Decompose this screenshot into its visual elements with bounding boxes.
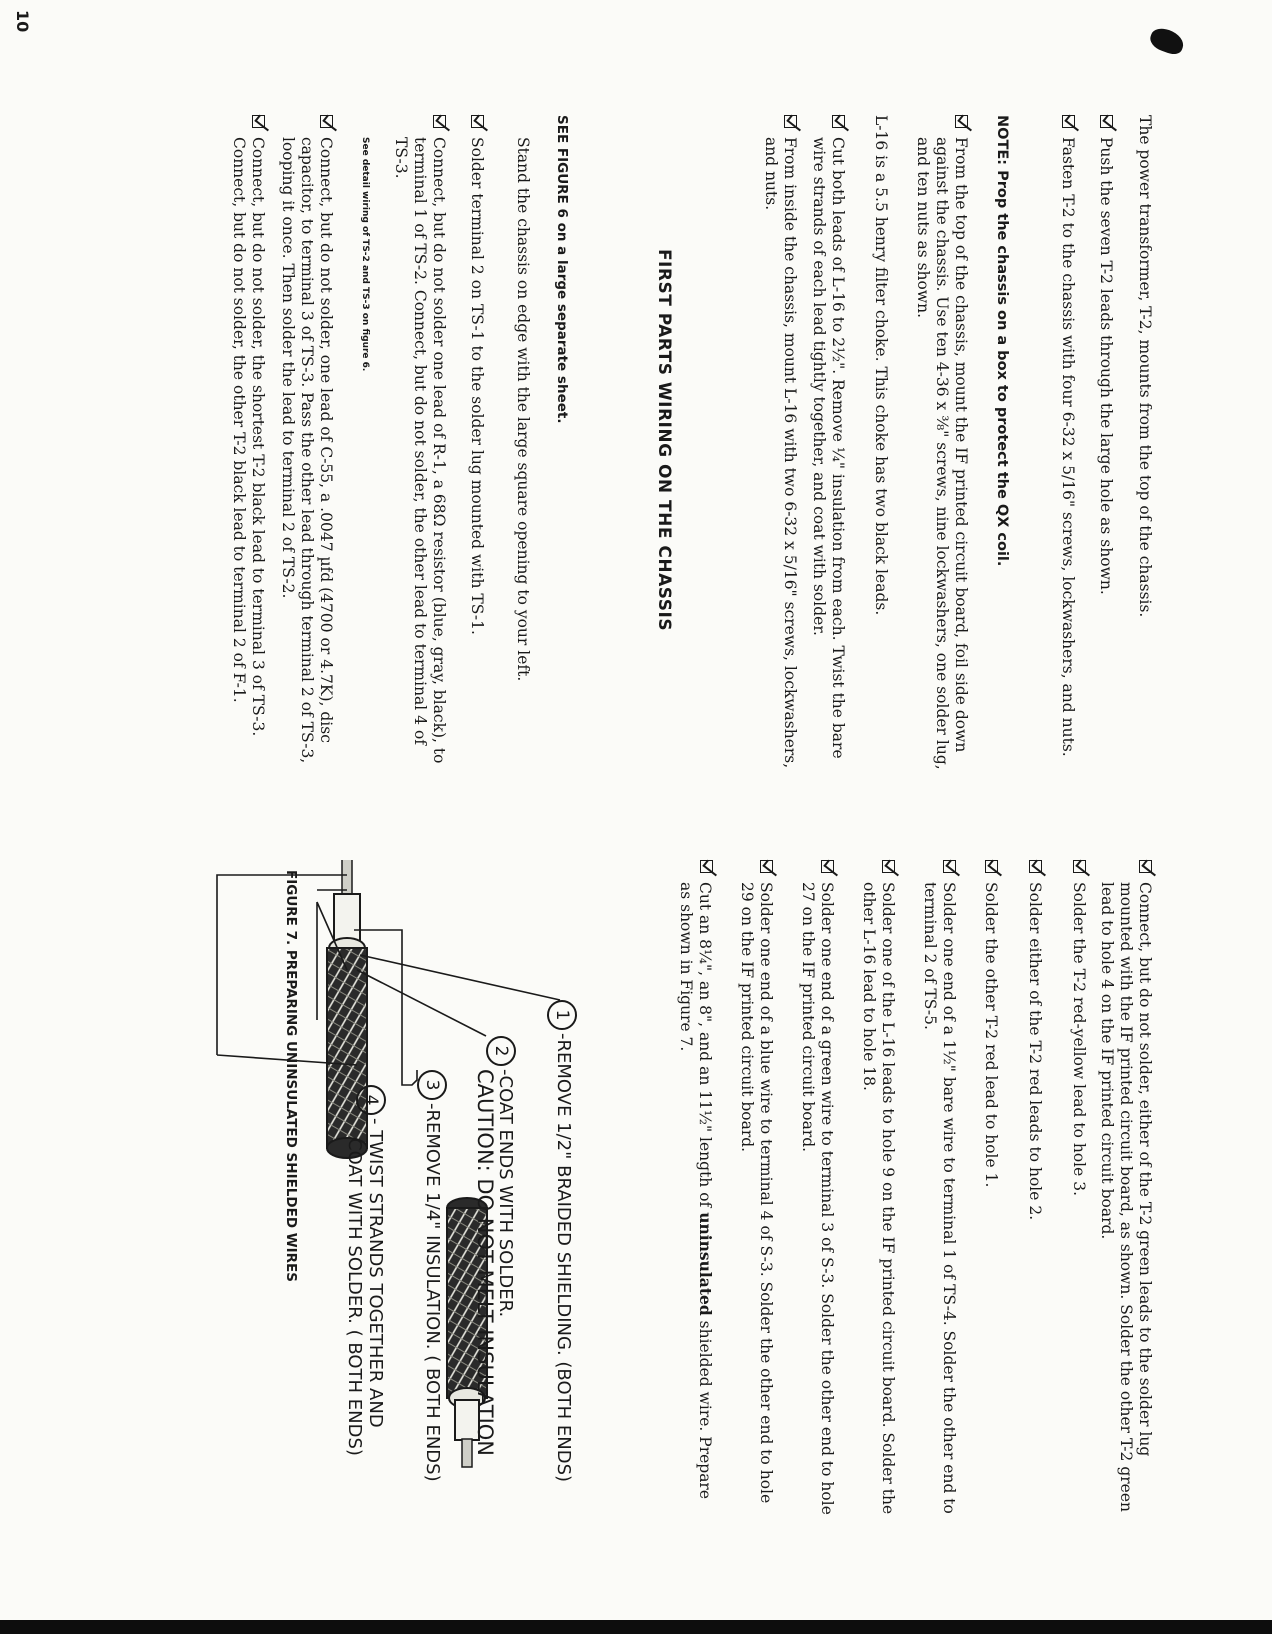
figure-7 xyxy=(12,860,582,1540)
checkbox-icon[interactable] xyxy=(955,115,968,128)
step-red-lead-hole1[interactable]: Solder the other T-2 red lead to hole 1. xyxy=(981,860,1000,1515)
checkbox-icon[interactable] xyxy=(943,860,956,873)
checkbox-icon[interactable] xyxy=(1029,860,1042,873)
step-red-lead-hole2[interactable]: Solder either of the T-2 red leads to hole 2. xyxy=(1025,860,1044,1515)
page-number: 10 xyxy=(13,10,32,33)
step-connect-black-leads[interactable]: Connect, but do not solder, the shortest T-2 black lead to terminal 3 of TS-3. Connect, but do not solder, the other T-2 black lead to terminal 2 of F-1. xyxy=(229,115,267,770)
section-heading: FIRST PARTS WIRING ON THE CHASSIS xyxy=(654,248,674,632)
checkbox-icon[interactable] xyxy=(433,115,446,128)
step-solder-ts1[interactable]: Solder terminal 2 on TS-1 to the solder lug mounted with TS-1. xyxy=(467,115,486,770)
note-prop-chassis: NOTE: Prop the chassis on a box to protect the QX coil. xyxy=(994,115,1010,567)
checkbox-icon[interactable] xyxy=(784,115,797,128)
checkbox-icon[interactable] xyxy=(821,860,834,873)
step-connect-c55[interactable]: Connect, but do not solder, one lead of C-55, a .0047 µfd (4700 or 4.7K), disc capacitor, to terminal 3 of TS-3. Pass the other lead through terminal 2 of TS-3, looping it once. Then solder the lead to terminal 2 of TS-2. xyxy=(278,115,335,770)
choke-paragraph: L-16 is a 5.5 henry filter choke. This choke has two black leads. xyxy=(872,115,890,616)
checkbox-icon[interactable] xyxy=(1062,115,1075,128)
figure-label-2-line2: CAUTION: DO NOT MELT INSULATION xyxy=(473,1069,497,1457)
figure-label-1: -REMOVE 1/2" BRAIDED SHIELDING. (BOTH ENDS) xyxy=(553,1033,574,1483)
callout-2-icon: 2 xyxy=(486,1036,516,1066)
checkbox-icon[interactable] xyxy=(252,115,265,128)
figure-label-4 xyxy=(344,1118,386,1456)
step-green-leads[interactable]: Connect, but do not solder, either of the T-2 green leads to the solder lug mounted with the IF printed circuit board, as shown. Solder the other T-2 green lead to hole 4 on the IF printed circuit board. xyxy=(1097,860,1154,1515)
checkbox-icon[interactable] xyxy=(1073,860,1086,873)
figure-label-2 xyxy=(474,1069,516,1456)
callout-1-icon: 1 xyxy=(547,1000,577,1030)
callout-3-icon: 3 xyxy=(417,1070,447,1100)
uninsulated-emphasis: uninsulated xyxy=(696,1212,715,1316)
step-fasten-t2[interactable]: Fasten T-2 to the chassis with four 6-32 x 5/16" screws, lockwashers, and nuts. xyxy=(1058,115,1077,770)
figure-label-2-line1: -COAT ENDS WITH SOLDER. xyxy=(495,1069,516,1318)
figure-label-4-line1: - TWIST STRANDS TOGETHER AND xyxy=(365,1118,386,1428)
step-blue-wire[interactable]: Solder one end of a blue wire to terminal 4 of S-3. Solder the other end to hole 29 on the IF printed circuit board. xyxy=(737,860,775,1515)
checkbox-icon[interactable] xyxy=(700,860,713,873)
intro-paragraph: The power transformer, T-2, mounts from the top of the chassis. xyxy=(1136,115,1154,618)
checkbox-icon[interactable] xyxy=(1100,115,1113,128)
figure-label-3: -REMOVE 1/4" INSULATION. ( BOTH ENDS) xyxy=(422,1103,443,1482)
checkbox-icon[interactable] xyxy=(471,115,484,128)
step-cut-l16-leads[interactable]: Cut both leads of L-16 to 2½". Remove ¼" insulation from each. Twist the bare wire strands of each lead tightly together, and coat with solder. xyxy=(809,115,847,770)
stand-paragraph: Stand the chassis on edge with the large square opening to your left. xyxy=(514,137,532,682)
checkbox-icon[interactable] xyxy=(1139,860,1152,873)
step-mount-if-board[interactable]: From the top of the chassis, mount the IF printed circuit board, foil side down against the chassis. Use ten 4-36 x ⅜" screws, nine lockwashers, one solder lug, and ten nuts as shown. xyxy=(913,115,970,770)
figure-caption: FIGURE 7. PREPARING UNINSULATED SHIELDED WIRES xyxy=(283,870,299,1283)
see-figure-note: SEE FIGURE 6 on a large separate sheet. xyxy=(554,115,570,424)
step-bare-wire[interactable]: Solder one end of a 1½" bare wire to terminal 1 of TS-4. Solder the other end to terminal 2 of TS-5. xyxy=(920,860,958,1515)
step-l16-leads[interactable]: Solder one of the L-16 leads to hole 9 on the IF printed circuit board. Solder the other L-16 lead to hole 18. xyxy=(859,860,897,1515)
checkbox-icon[interactable] xyxy=(320,115,333,128)
step-push-leads[interactable]: Push the seven T-2 leads through the large hole as shown. xyxy=(1096,115,1115,770)
step-green-wire[interactable]: Solder one end of a green wire to terminal 3 of S-3. Solder the other end to hole 27 on the IF printed circuit board. xyxy=(798,860,836,1515)
step-mount-l16[interactable]: From inside the chassis, mount L-16 with two 6-32 x 5/16" screws, lockwashers, and nuts. xyxy=(761,115,799,770)
checkbox-icon[interactable] xyxy=(832,115,845,128)
detail-wiring-note: See detail wiring of TS-2 and TS-3 on figure 6. xyxy=(360,137,370,372)
checkbox-icon[interactable] xyxy=(985,860,998,873)
checkbox-icon[interactable] xyxy=(882,860,895,873)
wire-left-piece xyxy=(327,860,367,1158)
step-red-yellow-lead[interactable]: Solder the T-2 red-yellow lead to hole 3. xyxy=(1069,860,1088,1515)
step-cut-shielded-wire[interactable]: Cut an 8¼", an 8", and an 11½" length of uninsulated shielded wire. Prepare as shown in Figure 7. xyxy=(676,860,715,1515)
step-connect-r1[interactable]: Connect, but do not solder one lead of R-1, a 68Ω resistor (blue, gray, black), to terminal 1 of TS-2. Connect, but do not solder, the other lead to terminal 4 of TS-3. xyxy=(391,115,448,770)
callout-4-icon: 4 xyxy=(356,1085,386,1115)
figure-label-4-line2: COAT WITH SOLDER. ( BOTH ENDS) xyxy=(344,1138,365,1456)
checkbox-icon[interactable] xyxy=(760,860,773,873)
